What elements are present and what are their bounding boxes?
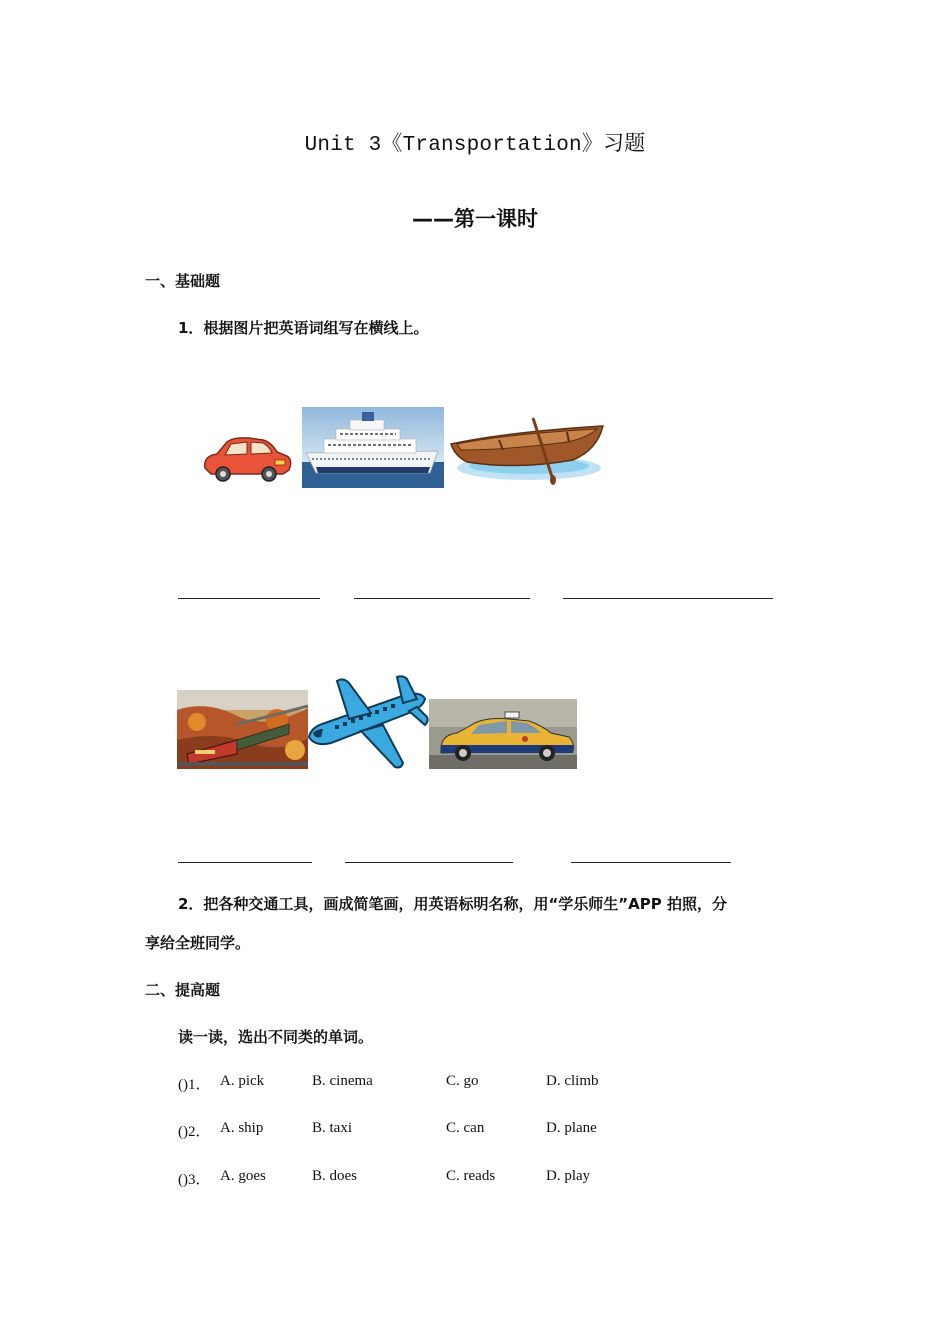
page-title: Unit 3《Transportation》习题 <box>304 134 646 157</box>
question-number[interactable]: ()1． <box>178 1077 211 1093</box>
rowboat-image <box>447 416 607 486</box>
option-b[interactable]: B. does <box>312 1168 357 1184</box>
option-c[interactable]: C. go <box>446 1073 479 1089</box>
option-c[interactable]: C. reads <box>446 1168 496 1184</box>
page-subtitle: ——第一课时 <box>412 207 538 231</box>
choice-row-2 <box>0 1120 950 1142</box>
car-image <box>197 430 293 484</box>
taxi-image <box>429 699 577 769</box>
answer-line-4[interactable] <box>178 862 312 863</box>
option-d[interactable]: D. plane <box>546 1120 597 1136</box>
option-b[interactable]: B. cinema <box>312 1073 373 1089</box>
question-2-line-2: 享给全班同学。 <box>145 934 251 952</box>
answer-line-6[interactable] <box>571 862 731 863</box>
question-number[interactable]: ()2． <box>178 1124 211 1140</box>
ship-image <box>302 407 444 488</box>
option-a[interactable]: A. pick <box>220 1073 265 1089</box>
option-a[interactable]: A. ship <box>220 1120 264 1136</box>
answer-line-2[interactable] <box>354 598 530 599</box>
question-2-line-1: 2．把各种交通工具，画成简笔画，用英语标明名称，用“学乐师生”APP 拍照，分 <box>178 895 727 913</box>
section-advanced-heading: 二、提高题 <box>145 981 221 999</box>
option-d[interactable]: D. play <box>546 1168 591 1184</box>
answer-line-3[interactable] <box>563 598 773 599</box>
answer-line-5[interactable] <box>345 862 513 863</box>
instruction-text: 读一读，选出不同类的单词。 <box>178 1028 374 1046</box>
section-basic-heading: 一、基础题 <box>145 272 221 290</box>
question-1-text: 1．根据图片把英语词组写在横线上。 <box>178 319 429 337</box>
choice-row-3 <box>0 1168 950 1190</box>
choice-row-1 <box>0 1073 950 1095</box>
option-b[interactable]: B. taxi <box>312 1120 352 1136</box>
airplane-image <box>305 673 433 770</box>
train-image <box>177 690 308 769</box>
question-number[interactable]: ()3． <box>178 1172 211 1188</box>
answer-line-1[interactable] <box>178 598 320 599</box>
option-a[interactable]: A. goes <box>220 1168 266 1184</box>
option-d[interactable]: D. climb <box>546 1073 599 1089</box>
option-c[interactable]: C. can <box>446 1120 485 1136</box>
